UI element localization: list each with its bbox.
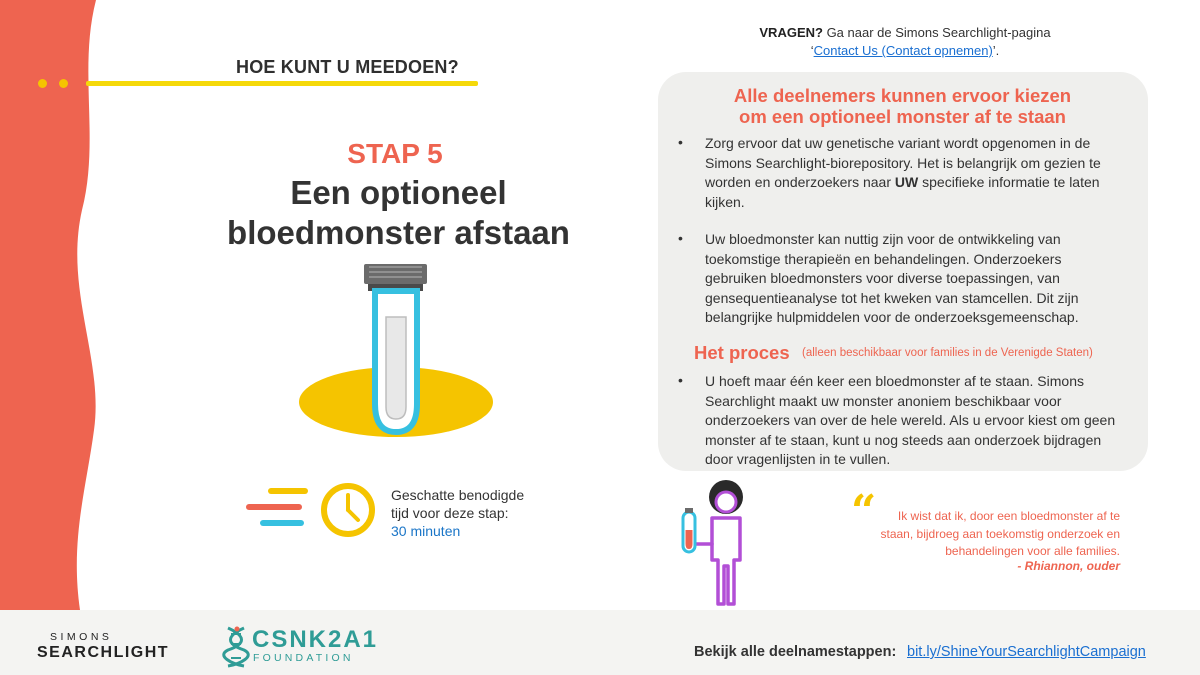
title-underline (86, 81, 478, 86)
simons-logo-top: SIMONS (50, 631, 113, 643)
person-with-tube-icon (672, 478, 760, 606)
time-estimate-value: 30 minuten (391, 523, 461, 539)
footer (0, 610, 1200, 675)
card-heading (690, 85, 1115, 127)
quote-open: ‘ (810, 43, 814, 58)
campaign-link[interactable]: bit.ly/ShineYourSearchlightCampaign (907, 644, 1146, 660)
step-label: STAP 5 (347, 138, 443, 169)
bullet-dot: • (678, 230, 683, 246)
quote-icon: “ (851, 486, 877, 537)
csnk-logo-sub: FOUNDATION (253, 652, 354, 664)
bullet-process: U hoeft maar één keer een bloedmonster af te staan. Simons Searchlight maakt uw monster anoniem beschikbaar voor onderzoekers van over de hele wereld. Als u ervoor kiest om geen monster af te staan, kunt u nog steeds aan onderzoek bijdragen door vragenlijsten in te vullen. (705, 373, 1116, 467)
quote-text: Ik wist dat ik, door een bloedmonster af te staan, bijdroeg aan toekomstig onderzoek en behandelingen voor alle families. (880, 509, 1120, 558)
contact-us-link[interactable]: Contact Us (Contact opnemen) (813, 43, 993, 58)
yellow-dot (59, 79, 68, 88)
card-heading-line1: Alle deelnemers kunnen ervoor kiezen (733, 85, 1072, 106)
bullet-dot: • (678, 372, 683, 388)
step-title-line2: bloedmonster afstaan (227, 214, 570, 251)
questions-prefix: VRAGEN? (759, 25, 823, 40)
test-tube-icon (298, 262, 494, 440)
time-estimate-line1: Geschatte benodigde (391, 487, 525, 503)
simons-logo-bottom: SEARCHLIGHT (37, 644, 170, 661)
footer-cta: Bekijk alle deelnamestappen: (694, 644, 897, 660)
questions-text: Ga naar de Simons Searchlight-pagina (822, 25, 1051, 40)
bullet-genetic-variant: Zorg ervoor dat uw genetische variant wordt opgenomen in de Simons Searchlight-biorepository. Het is belangrijk om gezien te worden en onderzoekers naar UW specifieke informatie te laten kijken. (705, 135, 1101, 210)
left-wave-decoration (0, 0, 110, 610)
yellow-dot (38, 79, 47, 88)
csnk-logo-name: CSNK2A1 (252, 626, 379, 653)
time-estimate (391, 486, 524, 540)
section-title: HOE KUNT U MEEDOEN? (236, 57, 459, 77)
bullet-blood-sample-use: Uw bloedmonster kan nuttig zijn voor de ontwikkeling van toekomstige therapieën en behandelingen. Onderzoekers gebruiken bloedmonsters voor diverse toepassingen, van gensequentieanalyse tot het kweken van stamcellen. Dit zijn belangrijke hulpmiddelen voor de onderzoeksgemeenschap. (705, 231, 1079, 325)
step-title (196, 173, 601, 253)
dna-icon (222, 626, 252, 668)
process-note: (alleen beschikbaar voor families in de Verenigde Staten) (802, 347, 1093, 359)
quote-close: ’. (992, 43, 1000, 58)
questions-note (700, 24, 1110, 60)
clock-icon (246, 480, 381, 540)
process-title: Het proces (694, 342, 790, 363)
time-estimate-line2: tijd voor deze stap: (391, 505, 509, 521)
card-heading-line2: om een optioneel monster af te staan (739, 106, 1066, 127)
bullet-dot: • (678, 134, 683, 150)
quote-author: - Rhiannon, ouder (1017, 559, 1120, 573)
step-title-line1: Een optioneel (290, 174, 507, 211)
